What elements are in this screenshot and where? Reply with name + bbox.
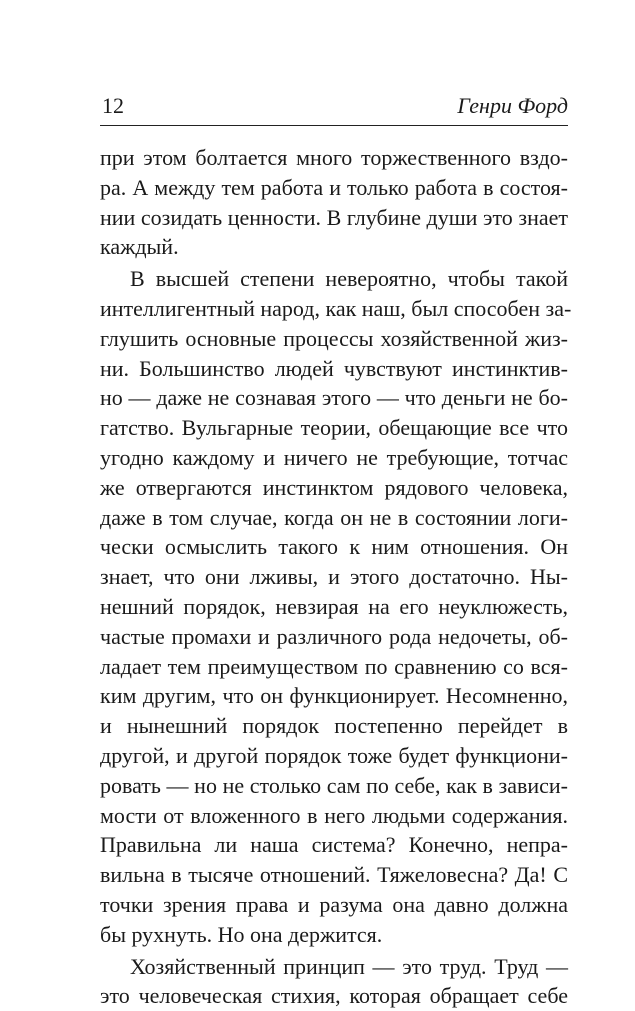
text-line: нии созидать ценности. В глубине души это знает	[100, 204, 568, 230]
text-line: точки зрения права и разума она давно должна	[100, 891, 568, 917]
page-number: 12	[102, 93, 124, 118]
running-head-author: Генри Форд	[457, 93, 568, 118]
text-line: ким другим, что он функционирует. Несомненно,	[100, 683, 568, 709]
paragraph	[100, 143, 568, 262]
text-line: Правильна ли наша система? Конечно, непра-	[100, 832, 568, 858]
text-line: чески осмыслить такого к ним отношения. Он	[100, 534, 568, 560]
text-line: мости от вложенного в него людьми содержания.	[100, 802, 568, 828]
text-line: глушить основные процессы хозяйственной жиз-	[100, 325, 568, 351]
text-line: угодно каждому и ничего не требующие, тотчас	[100, 444, 568, 470]
text-line: гатство. Вульгарные теории, обещающие все что	[100, 415, 568, 441]
text-line: частые промахи и различного рода недочеты, об-	[100, 623, 568, 649]
text-line: В высшей степени невероятно, чтобы такой	[130, 266, 568, 292]
running-head	[100, 92, 568, 124]
text-line: это человеческая стихия, которая обращает себе	[100, 983, 568, 1009]
text-line: ладает тем преимуществом по сравнению со вся-	[100, 653, 568, 679]
text-line: ни. Большинство людей чувствуют инстинктив-	[100, 355, 568, 381]
paragraph	[100, 952, 568, 1011]
text-line: и нынешний порядок постепенно перейдет в	[100, 713, 568, 739]
text-line: при этом болтается много торжественного вздо-	[100, 145, 568, 170]
text-line: нешний порядок, невзирая на его неуклюжесть,	[100, 593, 568, 619]
text-line: ровать — но не столько сам по себе, как в зависи-	[100, 772, 568, 798]
text-line: даже в том случае, когда он не в состоянии логи-	[100, 504, 568, 530]
text-line: бы рухнуть. Но она держится.	[100, 921, 383, 947]
paragraph	[100, 264, 572, 949]
text-line: Хозяйственный принцип — это труд. Труд —	[130, 953, 568, 979]
text-line: каждый.	[100, 234, 179, 260]
text-line: знает, что они лживы, и этого достаточно. Ны-	[100, 564, 568, 590]
text-line: но — даже не сознавая этого — что деньги не бо-	[100, 385, 568, 411]
text-line: другой, и другой порядок тоже будет функциони-	[100, 742, 568, 768]
text-line: же отвергаются инстинктом рядового человека,	[100, 474, 568, 500]
text-line: ра. А между тем работа и только работа в состоя-	[100, 174, 568, 200]
body-text	[100, 143, 572, 1011]
header-rule	[100, 125, 568, 126]
text-line: интеллигентный народ, как наш, был способен за-	[100, 295, 572, 321]
text-line: вильна в тысяче отношений. Тяжеловесна? Да! С	[100, 862, 568, 888]
